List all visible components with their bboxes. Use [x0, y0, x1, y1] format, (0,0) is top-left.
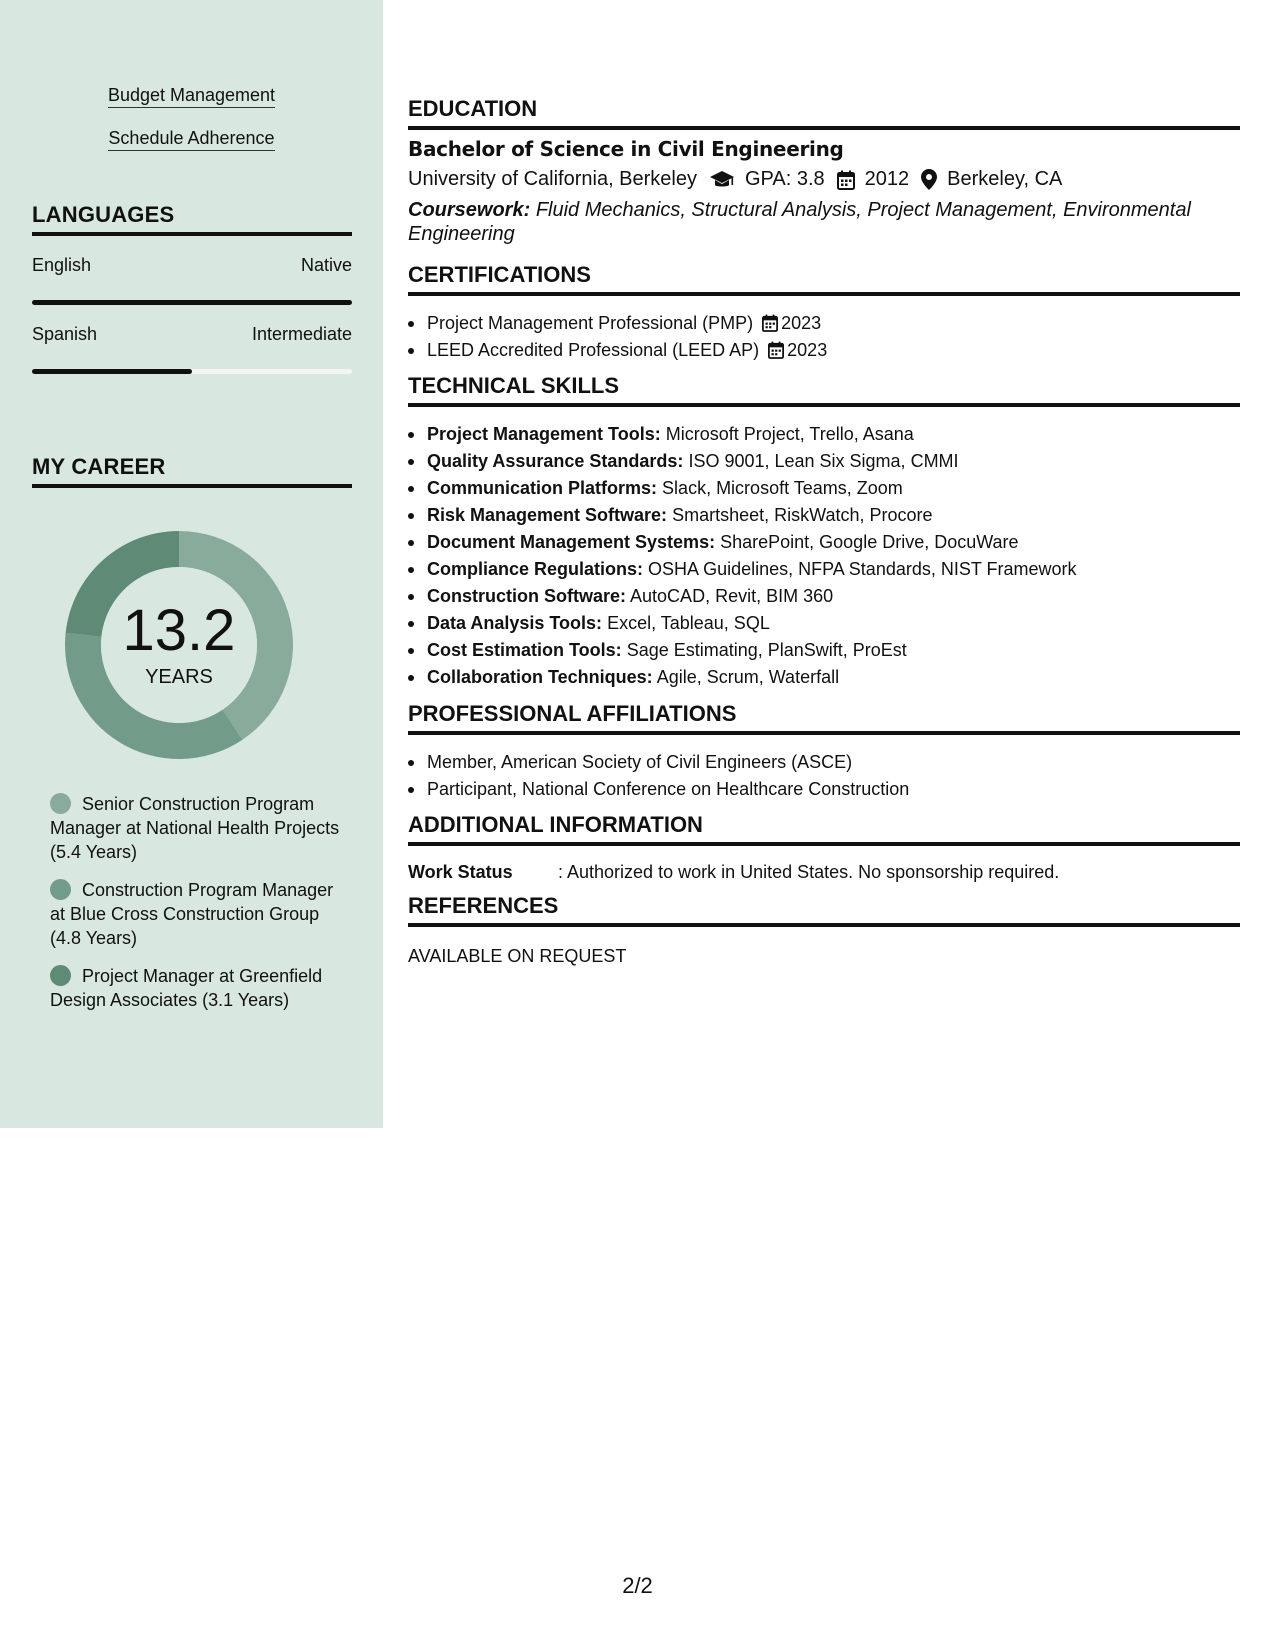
skill-category: Risk Management Software: — [427, 505, 668, 525]
skill-item — [408, 475, 1240, 502]
career-donut-center — [64, 530, 294, 760]
degree-title: Bachelor of Science in Civil Engineering — [408, 137, 844, 161]
legend-dot — [50, 793, 71, 814]
skill-category: Data Analysis Tools: — [427, 613, 603, 633]
language-bar-spanish — [32, 369, 352, 374]
graduation-year: 2012 — [864, 168, 910, 190]
skill-label: Schedule Adherence — [108, 128, 274, 151]
coursework-list: Fluid Mechanics, Structural Analysis, Project Management, Environmental Engineering — [408, 199, 1191, 245]
language-bar-fill — [32, 369, 192, 374]
language-name: English — [32, 255, 92, 275]
school-location: Berkeley, CA — [947, 168, 1063, 190]
skill-item — [408, 556, 1240, 583]
career-item — [50, 964, 340, 1012]
skill-category: Quality Assurance Standards: — [427, 451, 684, 471]
skill-item — [408, 664, 1240, 691]
certification-year: 2023 — [781, 313, 822, 333]
calendar-icon — [768, 341, 784, 359]
work-status-row — [408, 862, 1059, 883]
skill-item — [408, 502, 1240, 529]
career-item — [50, 792, 340, 864]
skill-budget-management — [0, 85, 383, 106]
language-name: Spanish — [32, 324, 98, 344]
career-item — [50, 878, 340, 950]
language-row-spanish — [32, 324, 352, 345]
career-heading: MY CAREER — [32, 454, 352, 488]
coursework — [408, 198, 1240, 246]
skill-category: Communication Platforms: — [427, 478, 658, 498]
language-level: Native — [300, 255, 352, 275]
career-years-label: YEARS — [145, 665, 213, 688]
language-row-english — [32, 255, 352, 276]
career-item-text: Senior Construction Program Manager at National Health Projects (5.4 Years) — [50, 794, 340, 862]
skill-category: Project Management Tools: — [427, 424, 661, 444]
skill-item — [408, 610, 1240, 637]
certification-item — [408, 310, 1240, 337]
skill-category: Cost Estimation Tools: — [427, 640, 622, 660]
legend-dot — [50, 879, 71, 900]
skill-values: OSHA Guidelines, NFPA Standards, NIST Framework — [648, 559, 1077, 579]
technical-skills-list — [408, 421, 1240, 691]
certifications-heading: CERTIFICATIONS — [408, 262, 1240, 296]
skill-category: Construction Software: — [427, 586, 627, 606]
certification-year: 2023 — [787, 340, 828, 360]
education-meta — [408, 168, 1062, 191]
graduation-cap-icon — [709, 170, 735, 190]
calendar-icon — [762, 314, 778, 332]
skill-schedule-adherence — [0, 128, 383, 149]
gpa: GPA: 3.8 — [745, 168, 825, 190]
skill-values: Agile, Scrum, Waterfall — [656, 667, 840, 687]
affiliation-item: Participant, National Conference on Healthcare Construction — [408, 776, 1240, 803]
work-status-value: : Authorized to work in United States. No sponsorship required. — [558, 862, 1060, 882]
coursework-label: Coursework: — [408, 199, 531, 221]
skill-values: ISO 9001, Lean Six Sigma, CMMI — [688, 451, 959, 471]
technical-skills-heading: TECHNICAL SKILLS — [408, 373, 1240, 407]
skill-values: SharePoint, Google Drive, DocuWare — [720, 532, 1019, 552]
skill-values: Microsoft Project, Trello, Asana — [665, 424, 914, 444]
school-name: University of California, Berkeley — [408, 168, 697, 190]
career-item-text: Project Manager at Greenfield Design Associates (3.1 Years) — [50, 966, 323, 1010]
additional-info-heading: ADDITIONAL INFORMATION — [408, 812, 1240, 846]
skill-item — [408, 421, 1240, 448]
skill-item — [408, 529, 1240, 556]
skill-category: Collaboration Techniques: — [427, 667, 653, 687]
career-item-text: Construction Program Manager at Blue Cross Construction Group (4.8 Years) — [50, 880, 334, 948]
legend-dot — [50, 965, 71, 986]
certifications-list — [408, 310, 1240, 364]
skill-values: Sage Estimating, PlanSwift, ProEst — [626, 640, 907, 660]
language-level: Intermediate — [251, 324, 352, 344]
language-bar-english — [32, 300, 352, 305]
certification-name: Project Management Professional (PMP) — [427, 313, 754, 333]
affiliation-item: Member, American Society of Civil Engineers (ASCE) — [408, 749, 1240, 776]
skill-values: Smartsheet, RiskWatch, Procore — [672, 505, 933, 525]
certification-name: LEED Accredited Professional (LEED AP) — [427, 340, 760, 360]
career-donut-chart — [64, 530, 294, 760]
skill-item — [408, 637, 1240, 664]
skill-category: Document Management Systems: — [427, 532, 716, 552]
languages-heading: LANGUAGES — [32, 202, 352, 236]
skill-item — [408, 583, 1240, 610]
skill-item — [408, 448, 1240, 475]
skill-category: Compliance Regulations: — [427, 559, 644, 579]
certification-item — [408, 337, 1240, 364]
skill-values: Excel, Tableau, SQL — [607, 613, 770, 633]
map-pin-icon — [921, 169, 937, 190]
calendar-icon — [837, 170, 855, 190]
affiliations-list — [408, 749, 1240, 803]
skill-label: Budget Management — [108, 85, 275, 108]
language-bar-fill — [32, 300, 352, 305]
references-text: AVAILABLE ON REQUEST — [408, 946, 627, 966]
skill-values: AutoCAD, Revit, BIM 360 — [630, 586, 834, 606]
page-number: 2/2 — [622, 1573, 653, 1598]
education-heading: EDUCATION — [408, 96, 1240, 130]
career-total-years: 13.2 — [122, 597, 236, 663]
references-heading: REFERENCES — [408, 893, 1240, 927]
skill-values: Slack, Microsoft Teams, Zoom — [662, 478, 903, 498]
work-status-label: Work Status — [408, 862, 513, 882]
affiliations-heading: PROFESSIONAL AFFILIATIONS — [408, 701, 1240, 735]
